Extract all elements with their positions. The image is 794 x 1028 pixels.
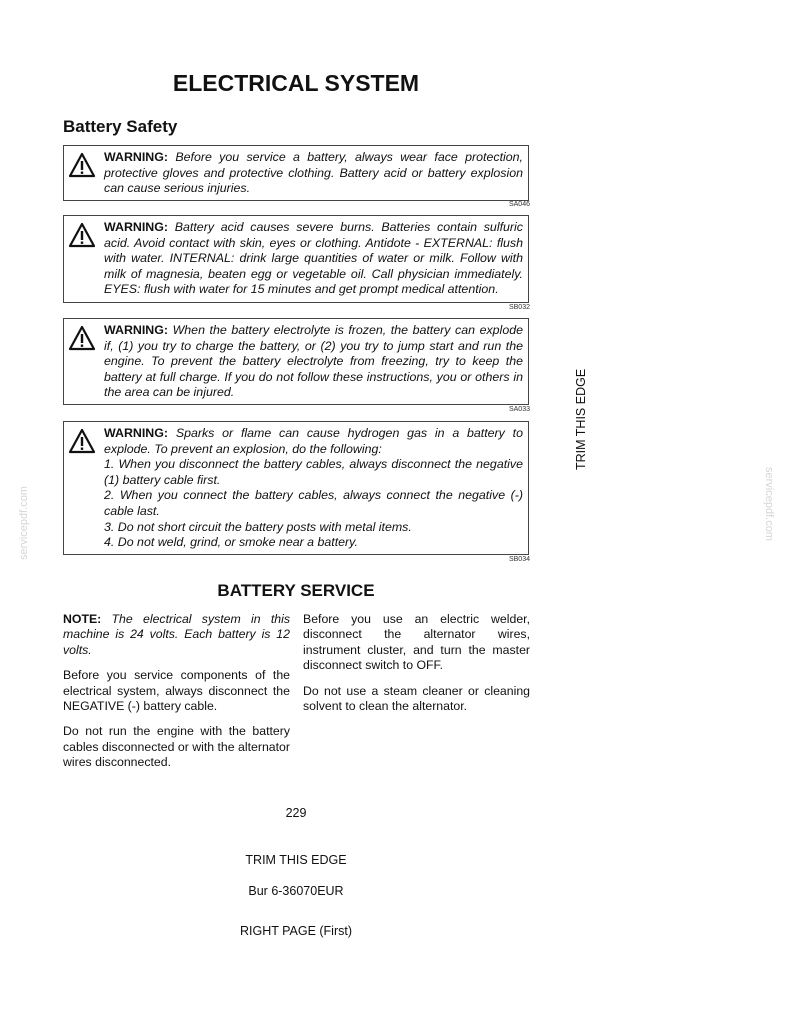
page-title: ELECTRICAL SYSTEM	[172, 70, 420, 96]
warning-step: 1. When you disconnect the battery cables, always disconnect the negative (1) battery cable first.	[104, 457, 523, 487]
warning-label: WARNING:	[104, 323, 169, 337]
warning-triangle-icon	[68, 325, 96, 351]
watermark-left: servicepdf.com	[18, 486, 30, 560]
warning-code: SB034	[508, 556, 530, 563]
warning-text	[104, 220, 523, 298]
warning-triangle-icon	[68, 152, 96, 178]
trim-edge-vertical-label: TRIM THIS EDGE	[574, 368, 588, 470]
warning-code: SB032	[508, 304, 530, 311]
watermark-right: servicepdf.com	[763, 467, 775, 541]
battery-safety-heading: Battery Safety	[63, 117, 178, 136]
warning-step: 2. When you connect the battery cables, always connect the negative (-) cable last.	[104, 488, 523, 518]
footer-page-side: RIGHT PAGE (First)	[239, 924, 353, 938]
note-text: The electrical system in this machine is 24 volts. Each battery is 12 volts.	[63, 612, 290, 657]
warning-step: 3. Do not short circuit the battery posts with metal items.	[104, 519, 412, 534]
warning-code: SA046	[508, 201, 530, 208]
warning-box-sb034	[63, 421, 529, 555]
warning-label: WARNING:	[104, 220, 169, 234]
warning-label: WARNING:	[104, 426, 169, 440]
footer-trim-label: TRIM THIS EDGE	[245, 853, 347, 867]
service-paragraph: Do not use a steam cleaner or cleaning solvent to clean the alternator.	[303, 683, 530, 714]
service-note	[63, 612, 290, 658]
service-paragraph: Before you use an electric welder, disconnect the alternator wires, instrument cluster, and turn the master disconnect switch to OFF.	[303, 612, 530, 673]
warning-code: SA033	[508, 406, 530, 413]
service-paragraph: Before you service components of the electrical system, always disconnect the NEGATIVE (-) battery cable.	[63, 668, 290, 714]
warning-text	[104, 150, 523, 197]
warning-body: Battery acid causes severe burns. Batteries contain sulfuric acid. Avoid contact with skin, eyes or clothing. Antidote - EXTERNAL: flush with water. INTERNAL: drink large quantities of water or milk. Follow with milk of magnesia, beaten egg or vegetable oil. Call physician immediately. EYES: flush with water for 15 minutes and get prompt medical attention.	[104, 220, 523, 297]
service-paragraph: Do not run the engine with the battery cables disconnected or with the alternator wires disconnected.	[63, 724, 290, 770]
warning-label: WARNING:	[104, 150, 169, 164]
battery-service-heading: BATTERY SERVICE	[217, 581, 375, 600]
warning-body: Sparks or flame can cause hydrogen gas in a battery to explode. To prevent an explosion, do the following:	[104, 426, 523, 456]
warning-triangle-icon	[68, 428, 96, 454]
warning-step: 4. Do not weld, grind, or smoke near a battery.	[104, 535, 358, 550]
service-right-column	[303, 612, 530, 724]
service-left-column	[63, 612, 290, 781]
warning-text	[104, 323, 523, 401]
warning-triangle-icon	[68, 222, 96, 248]
warning-box-sa033	[63, 318, 529, 405]
warning-body: Before you service a battery, always wear face protection, protective gloves and protective clothing. Battery acid or battery explosion can cause serious injuries.	[104, 150, 523, 196]
page-number: 229	[285, 806, 307, 820]
note-label: NOTE:	[63, 612, 102, 626]
footer-doc-id: Bur 6-36070EUR	[248, 884, 344, 898]
warning-box-sb032	[63, 215, 529, 303]
warning-box-sa046	[63, 145, 529, 201]
warning-body: When the battery electrolyte is frozen, the battery can explode if, (1) you try to charge the battery, or (2) you try to jump start and run the engine. To prevent the battery electrolyte from freezing, try to keep the battery at full charge. If you do not follow these instructions, you or others in the area can be injured.	[104, 323, 523, 400]
warning-text	[104, 426, 523, 457]
